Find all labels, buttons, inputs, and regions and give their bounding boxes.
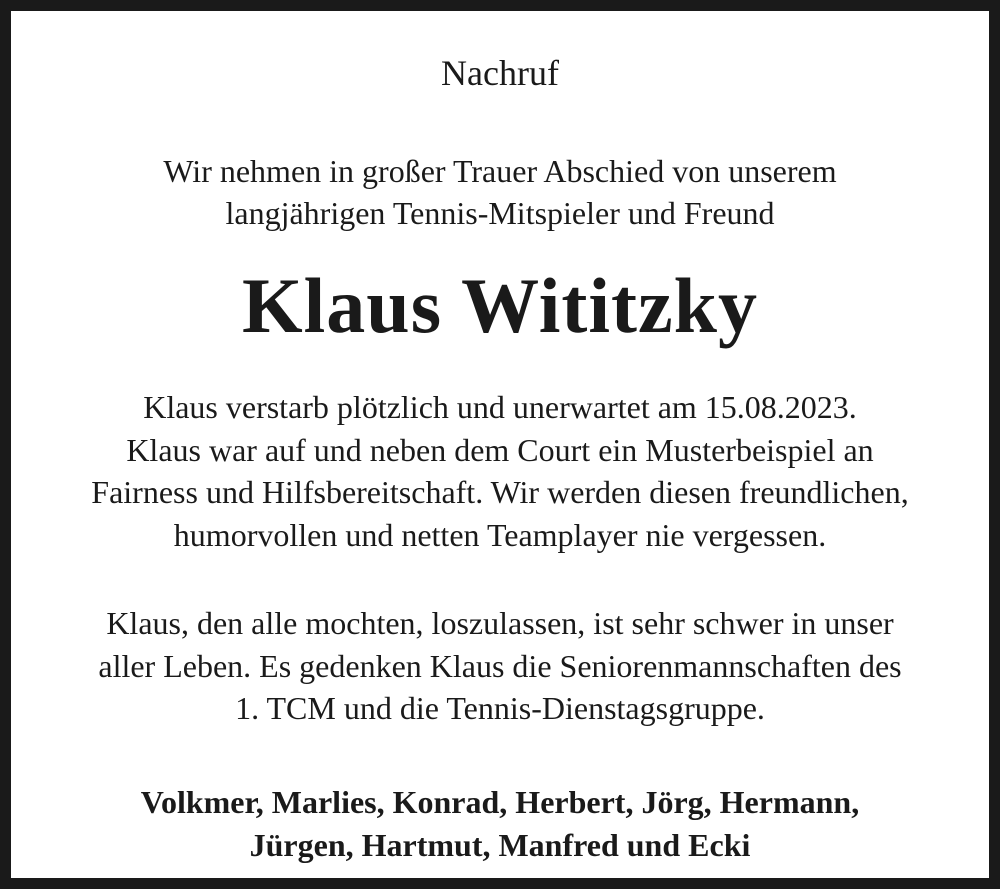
paragraph-line: Klaus, den alle mochten, loszulassen, ist sehr schwer in unser (106, 605, 894, 641)
paragraph-line: Klaus war auf und neben dem Court ein Musterbeispiel an (126, 431, 874, 468)
paragraph-line: 1. TCM und die Tennis-Dienstagsgruppe. (235, 690, 765, 726)
intro-line: Wir nehmen in großer Trauer Abschied von unserem (163, 153, 837, 189)
heading-text: Nachruf (441, 53, 559, 93)
signers-line: Volkmer, Marlies, Konrad, Herbert, Jörg, Hermann, (140, 784, 860, 820)
intro-line: langjährigen Tennis-Mitspieler und Freund (225, 195, 775, 231)
paragraph-line: aller Leben. Es gedenken Klaus die Seniorenmannschaften des (98, 647, 902, 684)
intro-text (22, 150, 978, 234)
deceased-name (22, 258, 978, 354)
paragraph-line: Fairness und Hilfsbereitschaft. Wir werden diesen freundlichen, (91, 474, 909, 510)
obituary-content (22, 22, 978, 867)
notice-heading (22, 52, 978, 94)
deceased-name-text: Klaus Wititzky (241, 262, 759, 349)
paragraph-2 (22, 602, 978, 730)
signers-line: Jürgen, Hartmut, Manfred und Ecki (249, 827, 751, 863)
paragraph-1 (22, 386, 978, 556)
signers (22, 781, 978, 867)
paragraph-line: Klaus verstarb plötzlich und unerwartet am 15.08.2023. (143, 389, 857, 425)
paragraph-line: humorvollen und netten Teamplayer nie vergessen. (173, 516, 827, 553)
